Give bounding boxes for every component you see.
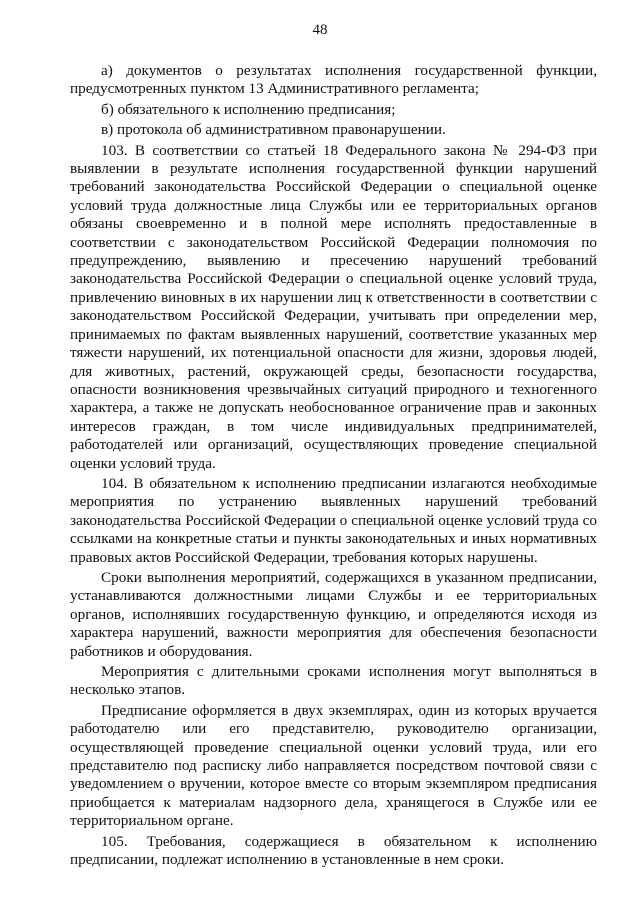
paragraph-deadlines: Сроки выполнения мероприятий, содержащихся в указанном предписании, устанавливаются должностными лицами Службы и ее территориальных органов, исполнявших государственную функцию, и определяются исходя из характера нарушений, важности мероприятия для обеспечения безопасности работников и оборудования. (70, 568, 597, 660)
page-number: 48 (312, 22, 328, 38)
paragraph-copies: Предписание оформляется в двух экземплярах, один из которых вручается работодателю или его представителю, руководителю организации, осуществляющей проведение специальной оценки условий труда, или его представителю под расписку либо направляется посредством почтовой связи с уведомлением о вручении, которое вместе со вторым экземпляром предписания приобщается к материалам надзорного дела, хранящегося в Службе или ее территориальном органе. (70, 701, 597, 830)
paragraph-stages: Мероприятия с длительными сроками исполнения могут выполняться в несколько этапов. (70, 663, 597, 699)
paragraph-105: 105. Требования, содержащиеся в обязательном к исполнению предписании, подлежат исполнению в установленные в нем сроки. (70, 832, 597, 869)
paragraph-a-documents: а) документов о результатах исполнения государственной функции, предусмотренных пунктом 13 Административного регламента; (70, 62, 597, 98)
paragraph-b-prescription: б) обязательного к исполнению предписания; (101, 100, 396, 118)
paragraph-104: 104. В обязательном к исполнению предписании излагаются необходимые мероприятия по устранению выявленных нарушений требований законодательства Российской Федерации о специальной оценке условий труда со ссылками на конкретные статьи и пункты законодательных и иных нормативных правовых актов Российской Федерации, требования которых нарушены. (70, 474, 597, 566)
paragraph-103: 103. В соответствии со статьей 18 Федерального закона № 294-ФЗ при выявлении в результате исполнения государственной функции нарушений требований законодательства Российской Федерации о специальной оценке условий труда должностные лица Службы или ее территориальных органов обязаны своевременно и в полной мере исполнять предоставленные в соответствии с законодательством Российской Федерации полномочия по предупреждению, выявлению и пресечению нарушений требований законодательства Российской Федерации о специальной оценке условий труда, привлечению виновных в их нарушении лиц к ответственности в соответствии с законодательством Российской Федерации, учитывать при определении мер, принимаемых по фактам выявленных нарушений, соответствие указанных мер тяжести нарушений, их потенциальной опасности для жизни, здоровья людей, для животных, растений, окружающей среды, безопасности государства, опасности возникновения чрезвычайных ситуаций природного и техногенного характера, а также не допускать необоснованное ограничение прав и законных интересов граждан, в том числе индивидуальных предпринимателей, работодателей или организаций, осуществляющих проведение специальной оценки условий труда. (70, 141, 597, 472)
paragraph-c-protocol: в) протокола об административном правонарушении. (101, 121, 446, 139)
document-body (70, 62, 597, 869)
